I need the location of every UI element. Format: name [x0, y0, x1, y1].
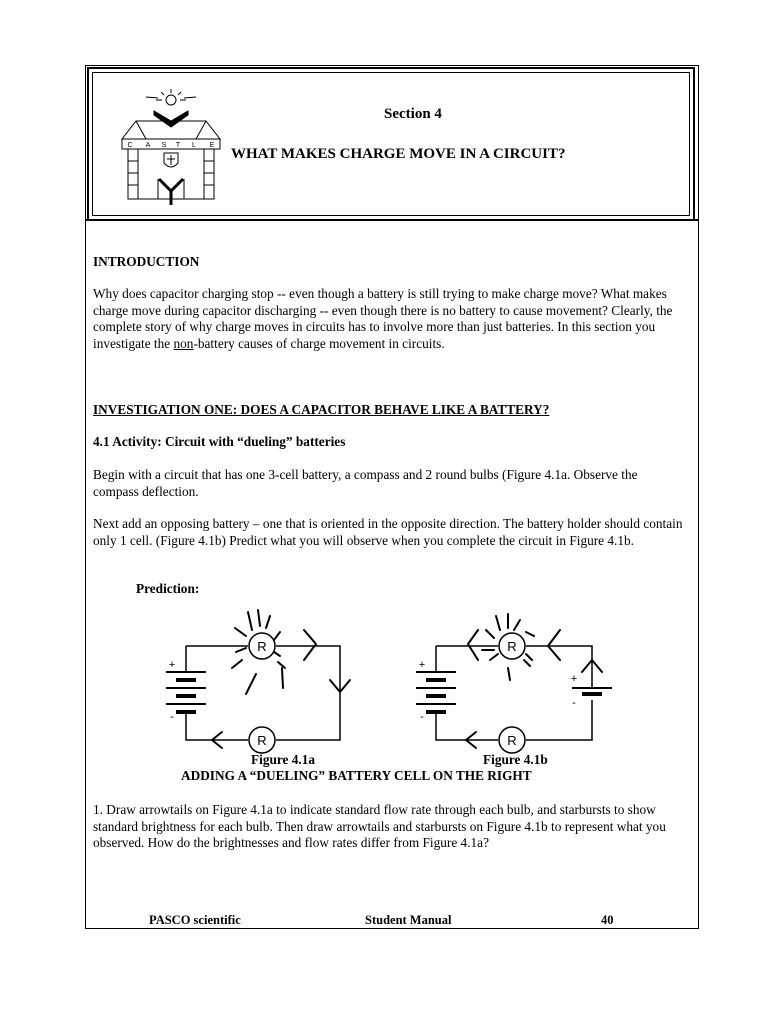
minus-sign-cell: - — [572, 697, 576, 709]
minus-sign-b: - — [420, 711, 424, 723]
prediction-label: Prediction: — [136, 581, 200, 596]
footer-page-number: 40 — [601, 913, 614, 927]
introduction-paragraph — [93, 286, 683, 352]
footer-manual: Student Manual — [365, 913, 452, 927]
figure-caption-b: Figure 4.1b — [483, 752, 548, 767]
castle-logo-icon — [116, 87, 226, 207]
footer-publisher: PASCO scientific — [149, 913, 241, 927]
bulb-label-top-a: R — [257, 639, 267, 654]
plus-sign-cell: + — [570, 673, 578, 685]
page-title: WHAT MAKES CHARGE MOVE IN A CIRCUIT? — [231, 146, 566, 162]
intro-text-2: -battery causes of charge movement in circuits. — [193, 335, 445, 351]
logo-letter-e: E — [209, 142, 215, 149]
bulb-label-bottom-b: R — [507, 733, 517, 748]
handwritten-marks — [212, 610, 602, 748]
bulb-label-top-b: R — [507, 639, 517, 654]
plus-sign-b: + — [418, 659, 426, 671]
intro-text-non: non — [173, 335, 194, 351]
logo-letter-t: T — [175, 142, 181, 149]
logo-letter-a: A — [145, 142, 151, 149]
logo-letter-c: C — [127, 142, 133, 149]
activity-paragraph-1: Begin with a circuit that has one 3-cell battery, a compass and 2 round bulbs (Figure 4.1a. Observe the compass deflection. — [93, 467, 638, 499]
question-1: 1. Draw arrowtails on Figure 4.1a to indicate standard flow rate through each bulb, and starbursts to show standard brightness for each bulb. Then draw arrowtails and starbursts on Figure 4.1b to represent what you observed. How do the brightnesses and flow rates differ from Figure 4.1a? — [93, 802, 666, 850]
activity-title: 4.1 Activity: Circuit with “dueling” batteries — [93, 434, 346, 449]
figure-caption-main: ADDING A “DUELING” BATTERY CELL ON THE RIGHT — [181, 768, 532, 783]
minus-sign-a: - — [170, 711, 174, 723]
activity-paragraph-2: Next add an opposing battery – one that is oriented in the opposite direction. The battery holder should contain only 1 cell. (Figure 4.1b) Predict what you will observe when you complete the circuit in Figure 4.1b. — [93, 516, 683, 548]
investigation-heading: INVESTIGATION ONE: DOES A CAPACITOR BEHAVE LIKE A BATTERY? — [93, 402, 550, 417]
circuit-figures — [150, 600, 620, 770]
section-label: Section 4 — [384, 106, 442, 122]
plus-sign-a: + — [168, 659, 176, 671]
header-divider — [85, 219, 699, 221]
intro-text-1: Why does capacitor charging stop -- even though a battery is still trying to make charge move? What makes charge move during capacitor discharging -- even though there is no battery to cause movement? Clearly, the complete story of why charge moves in circuits has to involve more than just batteries. In this section you investigate the — [93, 286, 673, 351]
bulb-label-bottom-a: R — [257, 733, 267, 748]
figure-caption-a: Figure 4.1a — [251, 752, 316, 767]
logo-letter-s: S — [161, 142, 167, 149]
logo-letter-l: L — [192, 142, 196, 149]
introduction-heading: INTRODUCTION — [93, 254, 200, 269]
